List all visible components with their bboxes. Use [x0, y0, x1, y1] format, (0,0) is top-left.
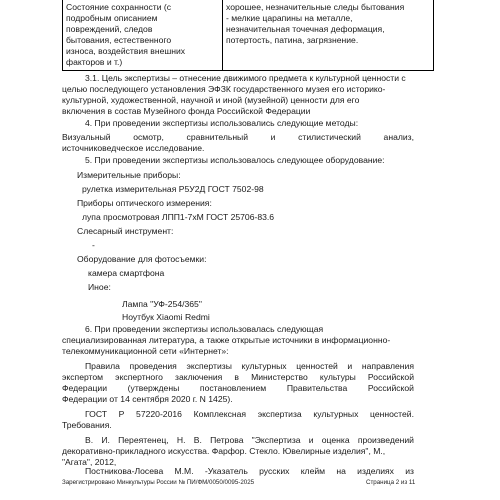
section-3-1-line-4: включения в состав Музейного фонда Российской Федерации — [62, 106, 311, 116]
literature-3-line-1: В. И. Переятенец, Н. В. Петрова "Экспертиза и оценка произведений — [85, 435, 414, 445]
section-3-1-line-2: целью последующего установления ЭФЗК государственного музея его историко- — [62, 84, 386, 94]
table-right-line-4: потертость, патина, загрязнение. — [226, 35, 359, 45]
table-left-line-5: износа, воздействия внешних — [66, 46, 186, 56]
section-4-methods-line-2: источниковедческое исследование. — [62, 143, 205, 153]
measuring-heading: Измерительные приборы: — [77, 170, 181, 180]
footer-registration: Зарегистрировано Минкультуры России № ПИ/ФМ/0050/0095-2025 — [62, 479, 255, 486]
photo-heading: Оборудование для фотосъемки: — [77, 254, 207, 264]
section-6-line-1: 6. При проведении экспертизы использовалась следующая — [85, 324, 324, 334]
table-border-bottom — [62, 70, 434, 71]
literature-2-line-2: Требования. — [62, 420, 112, 430]
footer-page-number: Страница 2 из 11 — [366, 479, 416, 486]
optical-heading: Приборы оптического измерения: — [77, 198, 212, 208]
table-left-line-2: подробным описанием — [66, 13, 158, 23]
table-border-right — [433, 0, 434, 70]
literature-1-line-3: Федерации (утверждены постановлением Правительства Российской — [62, 383, 414, 393]
literature-1-line-2: экспертом экспертного заключения в Министерство культуры Российской — [62, 372, 414, 382]
section-6-line-2: специализированная литература, а также открытые источники в информационно- — [62, 335, 391, 345]
table-left-line-4: бытования, естественного — [66, 35, 172, 45]
locksmith-item: - — [92, 240, 95, 250]
section-3-1-line-1: 3.1. Цель экспертизы – отнесение движимого предмета к культурной ценности с — [85, 73, 406, 83]
literature-4-line-1: Постникова-Лосева М.М. -Указатель русских клейм на изделиях из — [85, 466, 414, 476]
table-border-left — [62, 0, 63, 70]
table-left-line-6: факторов и т.) — [66, 57, 123, 67]
section-6-line-3: телекоммуникационной сети «Интернет»: — [62, 346, 229, 356]
literature-1-line-1: Правила проведения экспертизы культурных ценностей и направления — [85, 361, 414, 371]
table-left-line-3: повреждений, следов — [66, 24, 153, 34]
literature-3-line-2: декоративно-прикладного искусства. Фарфор. Стекло. Ювелирные изделия", М., — [62, 446, 386, 456]
table-border-middle — [222, 0, 223, 70]
literature-2-line-1: ГОСТ Р 57220-2016 Комплексная экспертиза культурных ценностей. — [85, 409, 414, 419]
other-item-laptop: Ноутбук Xiaomi Redmi — [122, 312, 210, 322]
optical-item: лупа просмотровая ЛПП1-7хМ ГОСТ 25706-83.6 — [82, 212, 275, 222]
section-4-heading: 4. При проведении экспертизы использовались следующие методы: — [85, 118, 359, 128]
table-left-line-1: Состояние сохранности (с — [66, 2, 172, 12]
table-right-line-2: - мелкие царапины на металле, — [226, 13, 353, 23]
section-3-1-line-3: культурной, художественной, научной и иной (музейной) ценности для его — [62, 95, 360, 105]
table-right-line-1: хорошее, незначительные следы бытования — [226, 2, 405, 12]
section-4-methods-line-1: Визуальный осмотр, сравнительный и стилистический анализ, — [62, 132, 414, 142]
literature-1-line-4: Федерации от 14 сентября 2020 г. N 1425). — [62, 394, 233, 404]
locksmith-heading: Слесарный инструмент: — [77, 226, 174, 236]
photo-item: камера смартфона — [88, 268, 165, 278]
measuring-item: рулетка измерительная Р5У2Д ГОСТ 7502-98 — [82, 184, 264, 194]
literature-3-line-3: "Агата", 2012, — [62, 457, 117, 467]
table-right-line-3: незначительная точечная деформация, — [226, 24, 385, 34]
other-item-lamp: Лампа "УФ-254/365" — [122, 299, 202, 309]
other-heading: Иное: — [88, 282, 111, 292]
section-5-heading: 5. При проведении экспертизы использовалось следующее оборудование: — [85, 155, 385, 165]
